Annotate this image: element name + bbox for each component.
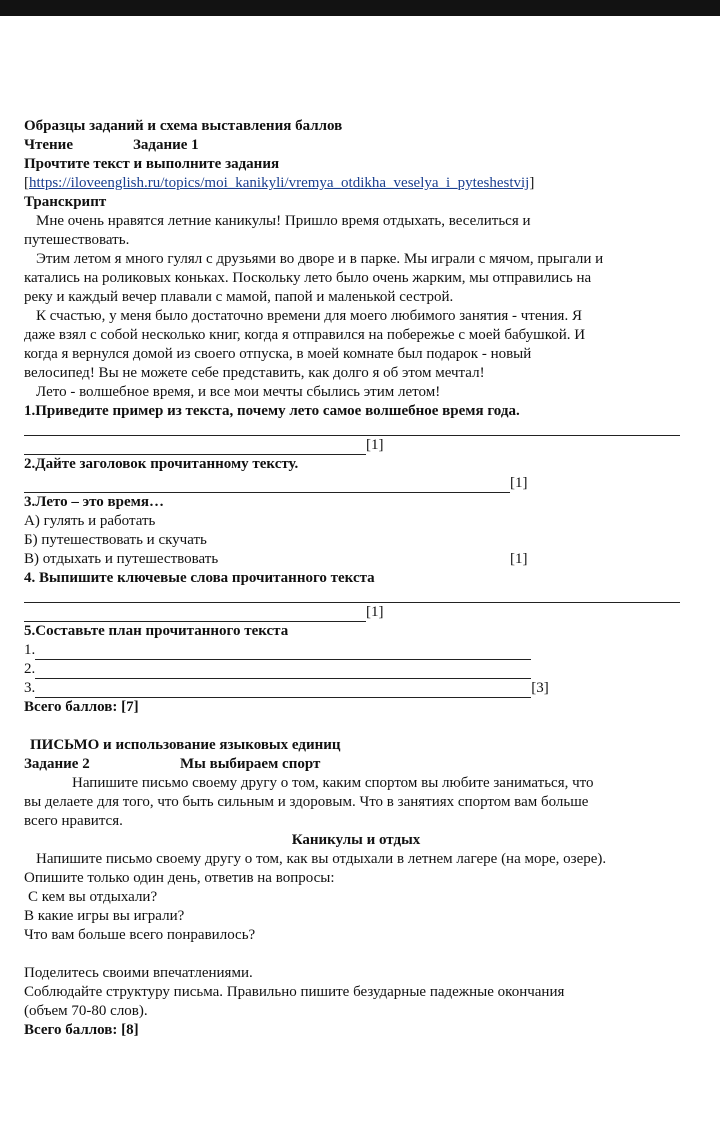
answer-line-1a[interactable] (24, 421, 680, 436)
writing-task-title: Мы выбираем спорт (180, 756, 321, 772)
writing-task-label: Задание 2 (24, 756, 90, 772)
option-c-row (24, 550, 688, 569)
score-q5: [3] (531, 680, 549, 696)
transcript-line: даже взял с собой несколько книг, когда я отправился на побережье с моей бабушкой. И (24, 327, 586, 343)
plan-line[interactable] (35, 684, 531, 698)
score-q4: [1] (366, 604, 384, 620)
plan-number: 1. (24, 642, 36, 658)
plan-line[interactable] (35, 646, 531, 660)
answer-line-1b[interactable] (24, 441, 366, 455)
answer-line-4b[interactable] (24, 608, 366, 622)
plan-item (24, 679, 688, 698)
reading-instruction: Прочтите текст и выполните задания (24, 156, 280, 172)
score-q3: [1] (510, 551, 528, 567)
bracket-open: [ (24, 175, 29, 191)
question-3: 3.Лето – это время… (24, 494, 164, 510)
answer-line-2[interactable] (24, 479, 510, 493)
question-4: 4. Выпишите ключевые слова прочитанного текста (24, 570, 375, 586)
writing-para1-line: вы делаете для того, что быть сильным и здоровым. Что в занятиях спортом вам больше (24, 794, 589, 810)
task-label: Задание 1 (132, 137, 199, 153)
writing-para2-line: Напишите письмо своему другу о том, как вы отдыхали в летнем лагере (на море, озере). (36, 851, 607, 867)
question-5: 5.Составьте план прочитанного текста (24, 623, 289, 639)
score-q1: [1] (366, 437, 384, 453)
transcript-line: Этим летом я много гулял с друзьями во дворе и в парке. Мы играли с мячом, прыгали и (36, 251, 604, 267)
reading-heading (24, 136, 688, 155)
writing-rules-line: Соблюдайте структуру письма. Правильно пишите безударные падежные окончания (24, 984, 565, 1000)
answer-row-1 (24, 436, 688, 455)
top-status-bar (0, 0, 720, 16)
source-link[interactable]: https://iloveenglish.ru/topics/moi_kanikyli/vremya_otdikha_veselya_i_pyteshestvij (29, 175, 530, 191)
writing-share: Поделитесь своими впечатлениями. (24, 965, 253, 981)
answer-row-4 (24, 603, 688, 622)
transcript-line: велосипед! Вы не можете себе представить, как долго я об этом мечтал! (24, 365, 485, 381)
writing-heading: ПИСЬМО и использование языковых единиц (30, 737, 341, 753)
page-title: Образцы заданий и схема выставления баллов (24, 118, 343, 134)
transcript-line: когда я вернулся домой из своего отпуска, в моей комнате был подарок - новый (24, 346, 532, 362)
plan-line[interactable] (35, 665, 531, 679)
score-q2: [1] (510, 475, 528, 491)
writing-subtitle: Каникулы и отдых (291, 832, 421, 848)
document-page (24, 117, 688, 1040)
transcript-line: путешествовать. (24, 232, 130, 248)
answer-line-4a[interactable] (24, 588, 680, 603)
writing-task-row (24, 755, 688, 774)
transcript-line: К счастью, у меня было достаточно времени для моего любимого занятия - чтения. Я (36, 308, 582, 324)
source-link-line (24, 174, 688, 193)
section-label: Чтение (24, 137, 73, 153)
question-2: 2.Дайте заголовок прочитанному тексту. (24, 456, 299, 472)
bracket-close: ] (529, 175, 535, 191)
transcript-line: Мне очень нравятся летние каникулы! Пришло время отдыхать, веселиться и (36, 213, 531, 229)
plan-item (24, 641, 688, 660)
transcript-label: Транскрипт (24, 194, 107, 210)
question-1: 1.Приведите пример из текста, почему лето самое волшебное время года. (24, 403, 520, 419)
writing-para2-line: Опишите только один день, ответив на вопросы: (24, 870, 335, 886)
option-a[interactable]: А) гулять и работать (24, 513, 156, 529)
transcript-line: Лето - волшебное время, и все мои мечты сбылись этим летом! (36, 384, 441, 400)
plan-number: 2. (24, 661, 36, 677)
writing-question: С кем вы отдыхали? (28, 889, 158, 905)
transcript-text (24, 212, 688, 402)
writing-para1-line: всего нравится. (24, 813, 123, 829)
writing-question: В какие игры вы играли? (24, 908, 185, 924)
writing-para1-line: Напишите письмо своему другу о том, каким спортом вы любите заниматься, что (72, 775, 594, 791)
plan-item (24, 660, 688, 679)
answer-row-2 (24, 474, 688, 493)
option-b[interactable]: Б) путешествовать и скучать (24, 532, 207, 548)
writing-question: Что вам больше всего понравилось? (24, 927, 256, 943)
transcript-line: реку и каждый вечер плавали с мамой, папой и маленькой сестрой. (24, 289, 454, 305)
option-c[interactable]: В) отдыхать и путешествовать (24, 551, 219, 567)
writing-total: Всего баллов: [8] (24, 1022, 139, 1038)
transcript-line: катались на роликовых коньках. Поскольку лето было очень жарким, мы отправились на (24, 270, 592, 286)
writing-rules-line: (объем 70-80 слов). (24, 1003, 148, 1019)
reading-total: Всего баллов: [7] (24, 699, 139, 715)
plan-number: 3. (24, 680, 36, 696)
